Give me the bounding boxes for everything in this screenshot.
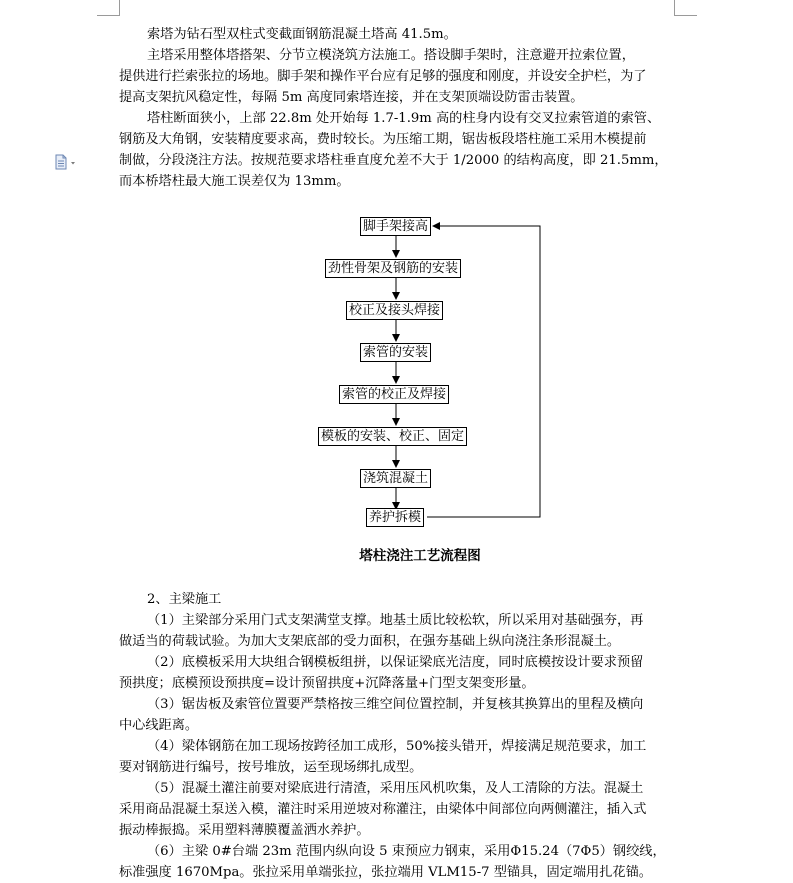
text-line: 标准强度 1670Mpa。张拉采用单端张拉，张拉端用 VLM15-7 型锚具，固定端用扎花锚。 bbox=[119, 865, 652, 880]
text-line: 制做，分段浇注方法。按规范要求塔柱垂直度允差不大于 1/2000 的结构高度，即 21.5mm， bbox=[119, 153, 668, 168]
crop-mark-top-left bbox=[119, 0, 120, 16]
intro-text bbox=[119, 24, 675, 192]
text-line: 塔柱断面狭小，上部 22.8m 处开始每 1.7-1.9m 高的柱身内设有交叉拉索管道的索管、 bbox=[147, 111, 661, 126]
section-text bbox=[119, 610, 675, 883]
text-line: 提高支架抗风稳定性，每隔 5m 高度同索塔连接，并在支架顶端设防雷击装置。 bbox=[119, 90, 584, 105]
text-line: 振动棒振捣。采用塑料薄膜覆盖洒水养护。 bbox=[119, 823, 370, 838]
flowchart bbox=[300, 205, 560, 535]
figure-caption: 塔柱浇注工艺流程图 bbox=[359, 548, 481, 564]
document-options-icon[interactable] bbox=[54, 154, 80, 170]
flow-step-correction-welding: 校正及接头焊接 bbox=[346, 301, 443, 320]
crop-mark-top-right bbox=[674, 0, 675, 16]
text-line: 要对钢筋进行编号，按号堆放，运至现场绑扎成型。 bbox=[119, 760, 423, 775]
crop-mark-top-right bbox=[674, 15, 697, 16]
text-line: （3）锯齿板及索管位置要严禁格按三维空间位置控制，并复核其换算出的里程及横向 bbox=[147, 697, 644, 712]
text-line: 主塔采用整体塔搭架、分节立模浇筑方法施工。搭设脚手架时，注意避开拉索位置， bbox=[147, 48, 635, 63]
text-line: （2）底模板采用大块组合钢模板组拼，以保证梁底光洁度，同时底模按设计要求预留 bbox=[147, 655, 644, 670]
text-line: 提供进行拦索张拉的场地。脚手架和操作平台应有足够的强度和刚度，并设安全护栏，为了 bbox=[119, 69, 647, 84]
text-line: （5）混凝土灌注前要对梁底进行清渣，采用压风机吹集，及人工清除的方法。混凝土 bbox=[147, 781, 644, 796]
crop-mark-top-left bbox=[97, 15, 120, 16]
text-line: 索塔为钻石型双柱式变截面钢筋混凝土塔高 41.5m。 bbox=[147, 27, 457, 42]
text-line: （4）梁体钢筋在加工现场按跨径加工成形，50%接头错开，焊接满足规范要求，加工 bbox=[147, 739, 647, 754]
text-line: 而本桥塔柱最大施工误差仅为 13mm。 bbox=[119, 174, 350, 189]
flow-step-curing: 养护拆模 bbox=[366, 508, 424, 527]
text-line: 钢筋及大角钢，安装精度要求高，费时较长。为压缩工期，锯齿板段塔柱施工采用木模提前 bbox=[119, 132, 647, 147]
text-line: （6）主梁 0#台端 23m 范围内纵向设 5 束预应力钢束，采用Φ15.24（7Φ5）钢绞线， bbox=[147, 844, 666, 859]
text-line: 预拱度；底模预设预拱度=设计预留拱度+沉降落量+门型支架变形量。 bbox=[119, 676, 535, 691]
text-line: 中心线距离。 bbox=[119, 718, 199, 733]
flow-step-skeleton-rebar: 劲性骨架及钢筋的安装 bbox=[325, 259, 461, 278]
flow-step-pour-concrete: 浇筑混凝土 bbox=[360, 469, 431, 488]
flow-step-duct-correction: 索管的校正及焊接 bbox=[339, 385, 449, 404]
flow-step-formwork: 模板的安装、校正、固定 bbox=[318, 427, 467, 446]
text-line: （1）主梁部分采用门式支架满堂支撑。地基土质比较松软，所以采用对基础强夯，再 bbox=[147, 613, 644, 628]
section-heading: 2、主梁施工 bbox=[147, 592, 222, 607]
flow-step-scaffold: 脚手架接高 bbox=[360, 217, 431, 236]
text-line: 做适当的荷载试验。为加大支架底部的受力面积，在强夯基础上纵向浇注条形混凝土。 bbox=[119, 634, 621, 649]
text-line: 采用商品混凝土泵送入模，灌注时采用逆坡对称灌注，由梁体中间部位向两侧灌注，插入式 bbox=[119, 802, 647, 817]
flow-step-duct-install: 索管的安装 bbox=[360, 343, 431, 362]
